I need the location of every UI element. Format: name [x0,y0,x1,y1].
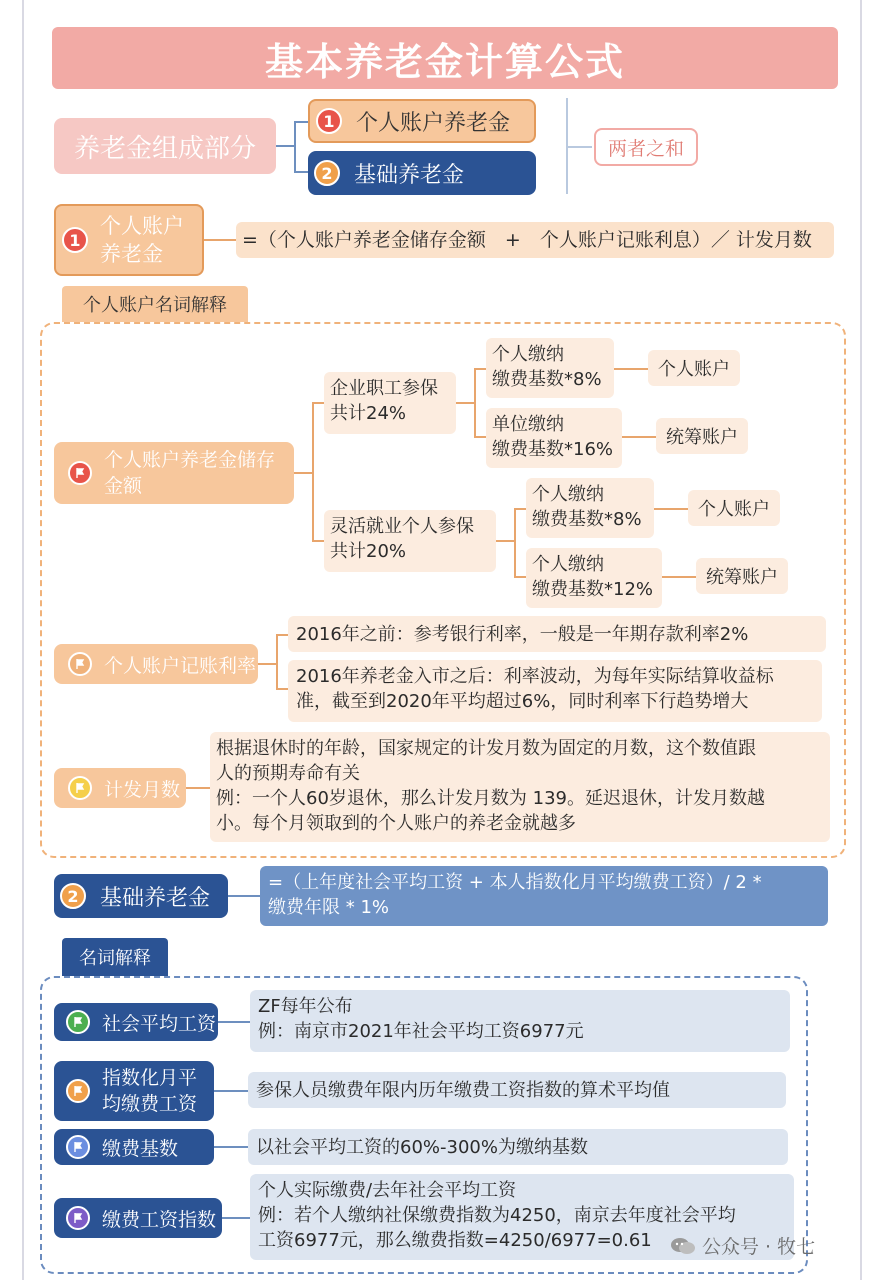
avg-wage-desc-line2: 例：南京市2021年社会平均工资6977元 [258,1021,584,1042]
flexible-employment-box [324,510,496,572]
flag-icon [66,1206,90,1230]
months-desc-line4: 小。每个月领取到的个人账户的养老金就越多 [216,813,576,834]
indexed-line1: 指数化月平 [102,1067,198,1089]
composition-item-basic-label: 基础养老金 [354,162,465,188]
personal-account-formula: =（个人账户养老金储存金额 + 个人账户记账利息）／ 计发月数 [236,222,834,258]
indexed-line2: 均缴费工资 [102,1093,198,1115]
flex-personal-box [526,478,654,538]
storage-amount-line1: 个人账户养老金储存 [104,449,276,471]
ent-unit-box [486,408,622,468]
connector [514,576,526,578]
flag-icon [68,776,92,800]
interest-after-line2: 准，截至到2020年平均超过6%，同时利率下行趋势增大 [296,691,749,712]
ent-pooling-account: 统筹账户 [656,418,748,454]
enterprise-line2: 共计24% [330,403,407,424]
ent-unit-line2: 缴费基数*16% [492,439,614,460]
index-desc-line1: 个人实际缴费/去年社会平均工资 [258,1180,517,1201]
connector [258,663,278,665]
ent-personal-line2: 缴费基数*8% [492,369,602,390]
interest-after-line1: 2016年养老金入市之后：利率波动，为每年实际结算收益标 [296,666,774,687]
connector [222,1217,250,1219]
connector [474,368,486,370]
connector [456,402,476,404]
index-desc-line2: 例：若个人缴纳社保缴费指数为4250，南京去年度社会平均 [258,1205,736,1226]
basic-glossary-tab: 名词解释 [62,938,168,976]
index-desc-line3: 工资6977元，那么缴费指数=4250/6977=0.61 [258,1230,652,1251]
connector [514,508,516,578]
composition-item-personal [308,99,536,143]
interest-after-2016 [288,660,822,722]
connector [312,540,324,542]
flag-icon [66,1010,90,1034]
months-desc-line3: 例：一个人60岁退休，那么计发月数为 139。延迟退休，计发月数越 [216,788,765,809]
composition-label: 养老金组成部分 [54,118,276,174]
number-one-icon: 1 [316,108,342,134]
composition-item-basic [308,151,536,195]
number-two-icon: 2 [314,160,340,186]
interest-before-2016: 2016年之前：参考银行利率，一般是一年期存款利率2% [288,616,826,652]
term-contribution-base [54,1129,214,1165]
term-avg-wage [54,1003,218,1041]
connector [474,436,486,438]
connector [186,787,210,789]
connector [276,634,278,690]
personal-account-label-line1: 个人账户 [100,214,184,238]
connector [276,145,294,147]
flex-pooling-line1: 个人缴纳 [532,554,604,575]
page-title: 基本养老金计算公式 [52,27,838,89]
connector [276,634,288,636]
personal-glossary-tab: 个人账户名词解释 [62,286,248,322]
storage-amount-line2: 金额 [104,475,143,497]
payment-months-label [54,768,186,808]
flexible-line1: 灵活就业个人参保 [330,516,474,537]
connector [614,368,648,370]
bracket-line [566,146,592,148]
enterprise-employee-box [324,372,456,434]
ent-personal-line1: 个人缴纳 [492,344,564,365]
connector [312,402,324,404]
connector [214,1146,248,1148]
connector [622,436,656,438]
connector [474,368,476,438]
payment-months-label-text: 计发月数 [104,778,181,801]
term-indexed-desc: 参保人员缴费年限内历年缴费工资指数的算术平均值 [248,1072,786,1108]
flex-pooling-line2: 缴费基数*12% [532,579,654,600]
flex-personal-line1: 个人缴纳 [532,484,604,505]
composition-item-personal-label: 个人账户养老金 [356,110,511,136]
right-frame-line [860,0,862,1280]
term-avg-wage-label: 社会平均工资 [102,1012,217,1035]
connector [276,688,288,690]
number-two-icon: 2 [60,883,86,909]
ent-unit-line1: 单位缴纳 [492,414,564,435]
storage-amount-label [54,442,294,504]
flex-personal-line2: 缴费基数*8% [532,509,642,530]
flag-icon [68,461,92,485]
connector [654,508,688,510]
term-index-label: 缴费工资指数 [102,1208,217,1231]
basic-pension-label-text: 基础养老金 [100,885,211,911]
interest-rate-label-text: 个人账户记账利率 [104,654,257,677]
sum-label: 两者之和 [594,128,698,166]
connector [662,576,696,578]
connector [294,121,296,171]
term-wage-index [54,1198,222,1238]
term-indexed-wage [54,1061,214,1121]
watermark [670,1232,815,1259]
connector [312,402,314,542]
term-avg-wage-desc [250,990,790,1052]
number-one-icon: 1 [62,227,88,253]
flag-icon [66,1079,90,1103]
connector [294,121,308,123]
avg-wage-desc-line1: ZF每年公布 [258,996,353,1017]
interest-rate-label [54,644,258,684]
personal-account-label [54,204,204,276]
basic-formula-line2: 缴费年限 * 1% [268,897,389,918]
basic-formula-line1: =（上年度社会平均工资 + 本人指数化月平均缴费工资）/ 2 * [268,872,762,893]
wechat-icon [670,1236,696,1256]
flag-icon [68,652,92,676]
watermark-text: 公众号 · 牧七 [702,1236,816,1258]
connector [294,171,308,173]
connector [294,472,314,474]
basic-pension-label [54,874,228,918]
flex-pooling-box [526,548,662,608]
months-desc-line2: 人的预期寿命有关 [216,763,360,784]
flag-icon [66,1135,90,1159]
connector [514,508,526,510]
connector [228,895,260,897]
ent-personal-box [486,338,614,398]
payment-months-desc [210,732,830,842]
enterprise-line1: 企业职工参保 [330,378,438,399]
months-desc-line1: 根据退休时的年龄，国家规定的计发月数为固定的月数，这个数值跟 [216,738,756,759]
flexible-line2: 共计20% [330,541,407,562]
connector [496,540,516,542]
connector [218,1021,250,1023]
flex-personal-account: 个人账户 [688,490,780,526]
left-frame-line [22,0,24,1280]
connector [204,239,236,241]
connector [214,1090,248,1092]
personal-account-label-line2: 养老金 [100,242,163,266]
basic-pension-formula [260,866,828,926]
term-base-desc: 以社会平均工资的60%-300%为缴纳基数 [248,1129,788,1165]
flex-pooling-account: 统筹账户 [696,558,788,594]
ent-personal-account: 个人账户 [648,350,740,386]
term-base-label: 缴费基数 [102,1137,179,1160]
